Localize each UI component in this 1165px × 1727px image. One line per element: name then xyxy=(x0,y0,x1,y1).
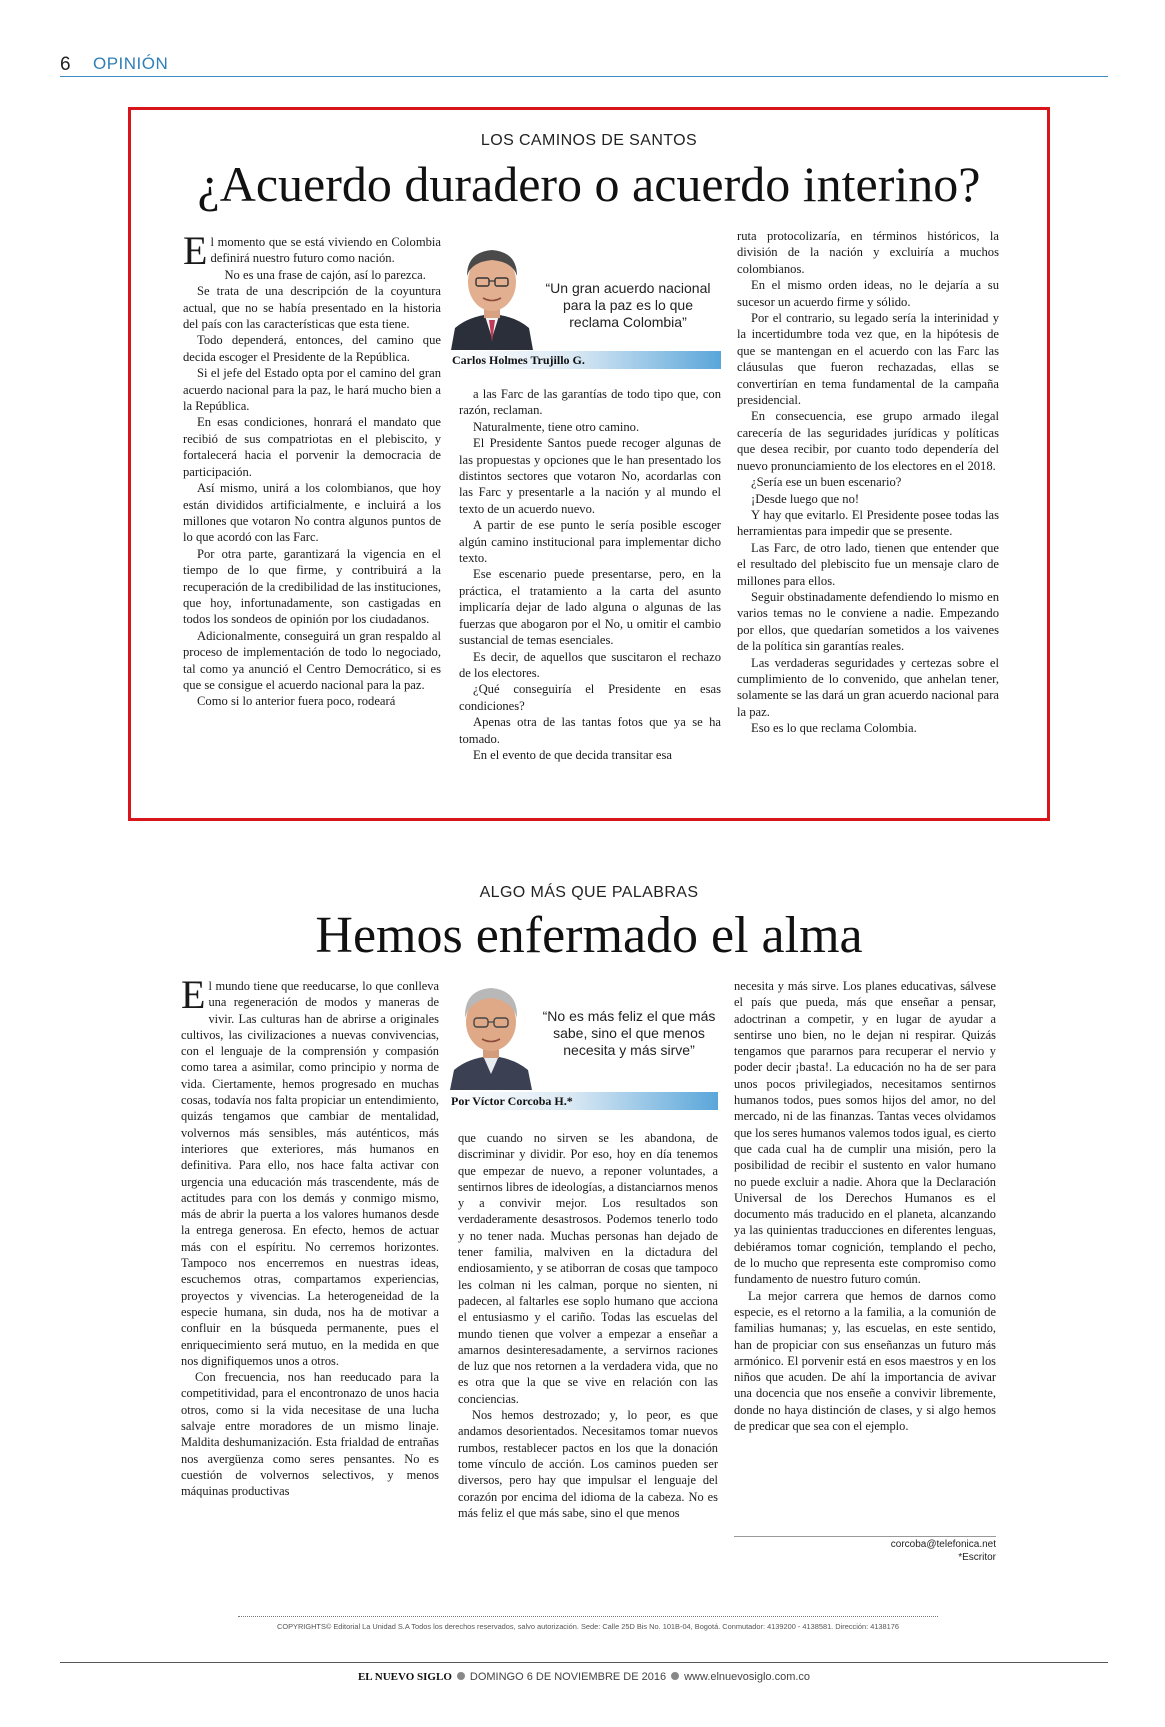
bullet-icon xyxy=(457,1672,465,1680)
article-column-3: necesita y más sirve. Los planes educativas, sálvese el país que pueda, más que enseñar a pensar, adoctrinan a competir, y en lugar de ayudar a sentirse uno bien, no le dejan ni respirar. Quizás tengamos que pararnos para recuperar el nervio y poder decir ¡basta!. La educación no ha de ser para unos pocos privilegiados, necesitamos sentirnos humanos todos, pues somos hijos del amor, no del mercado, ni de las finanzas. Tantas veces olvidamos que los seres humanos valemos todos igual, es cierto que cada cual ha de cumplir una misión, pero la posibilidad de recibir el sustento en valor humano no puede excluir a nadie. Ahora que la Declaración Universal de los Derechos Humanos es el documento más traducido en el planeta, alcanzando ya las quinientas traducciones en diferentes lenguas, debiéramos tomar cognición, templando el pecho, de lo mucho que representa este compromiso como fundamento de nuestro futuro común. La mejor carrera que hemos de darnos como especie, es el retorno a la familia, a la comunión de familias humanas; y, las escuelas, en este sentido, han de propiciar con sus enseñanzas un futuro más armónico. El porvenir está en esos maestros y en los niños que acuden. De ahí la importancia de avivar una docencia que nos enseñe a convivir libremente, donde no haya distinción de clases, y si algo hemos de predicar que sea con el ejemplo. xyxy=(734,979,996,1434)
article-headline: Hemos enfermado el alma xyxy=(315,907,863,964)
article-column-2: que cuando no sirven se les abandona, de discriminar y dividir. Por eso, hoy en día tenemos que empezar de nuevo, a reponer voluntades, a sentirnos libres de ideologías, a distanciarnos menos y a convivir mejor. Los resultados son verdaderamente desastrosos. Podemos tenerlo todo y no tener nada. Muchas personas han dejado de tener familia, malviven en la dictadura del endiosamiento, y se atiborran de cosas que tampoco les colman ni les calman, porque no sienten, ni padecen, al faltarles ese soplo humano que acciona el entusiasmo y el cariño. Todas las escuelas del mundo tienen que volver a empezar a enseñar a amarnos desinteresadamente, a servirnos raciones de luz que nos retornen a la verdadera vida, que no es otra que la que se vive en relación con las conciencias. Nos hemos destrozado; y, lo peor, es que andamos desorientados. Necesitamos tomar nuevos rumbos, restablecer pactos en los que la donación tome vínculo de acción. Los caminos pueden ser diversos, pero hay que impulsar el lenguaje del corazón por encima del idioma de la cabeza. No es más feliz el que más sabe, sino el que menos xyxy=(458,1131,718,1520)
bullet-icon xyxy=(671,1672,679,1680)
author-box xyxy=(448,978,718,1108)
article-kicker: ALGO MÁS QUE PALABRAS xyxy=(479,884,699,901)
article-column-2: a las Farc de las garantías de todo tipo que, con razón, reclaman. Naturalmente, tiene otro camino. El Presidente Santos puede recoger algunas de las propuestas y opciones que le han presentado los distintos sectores que votaron No, acordarlas con las Farc y presentarle a la nación y al mundo el texto de un acuerdo nuevo. A partir de ese punto le sería posible escoger algún camino institucional para implementar dicho texto. Ese escenario puede presentarse, pero, en la práctica, el tratamiento a la carta del asunto implicaría dejar de lado alguna o algunas de las fuerzas que abogaron por el No, u omitir el cambio sustancial de temas esenciales. Es decir, de aquellos que suscitaron el rechazo de los electores. ¿Qué conseguiría el Presidente en esas condiciones? Apenas otra de las tantas fotos que ya se ha tomado. En el evento de que decida transitar esa xyxy=(459,387,721,762)
page-footer xyxy=(60,1662,1108,1691)
article-column-1: El momento que se está viviendo en Colombia definirá nuestro futuro como nación. No es una frase de cajón, así lo parezca. Se trata de una descripción de la coyuntura actual, que no se había presentado en la historia del país con las características que esta tiene. Todo dependerá, entonces, del camino que decida escoger el Presidente de la República. Si el jefe del Estado opta por el camino del gran acuerdo nacional para la paz, le hará mucho bien a la República. En esas condiciones, honrará el mandato que recibió de sus compatriotas en el plebiscito, y fortalecerá hacia el porvenir la democracia de participación. Así mismo, unirá a los colombianos, que hoy están divididos artificialmente, e incluirá a los millones que votaron No contra algunos puntos de lo que acordó con las Farc. Por otra parte, garantizará la vigencia en el tiempo de lo que firme, y contribuirá a la recuperación de la credibilidad de las instituciones, que hoy, infortunadamente, son castigadas en todos los sondeos de opinión por los ciudadanos. Adicionalmente, conseguirá un gran respaldo al proceso de implementación de todo lo negociado, tal como ya anunció el Centro Democrático, si es que se consigue el acuerdo nacional para la paz. Como si lo anterior fuera poco, rodeará xyxy=(183,228,441,709)
article-acuerdo xyxy=(128,107,1050,821)
author-box xyxy=(449,238,721,370)
drop-cap: E xyxy=(183,228,208,273)
article-alma xyxy=(128,870,1050,1570)
drop-cap: E xyxy=(181,972,206,1017)
author-byline: Por Víctor Corcoba H.* xyxy=(448,1092,718,1110)
article-headline: ¿Acuerdo duradero o acuerdo interino? xyxy=(197,156,981,212)
page-header xyxy=(60,52,1108,77)
article-column-3: ruta protocolizaría, en términos históricos, la división de la nación y excluiría a muchos colombianos. En el mismo orden ideas, no le dejaría a su sucesor un acuerdo firme y sólido. Por el contrario, su legado sería la interinidad y la incertidumbre toda vez que, en la hipótesis de que se mantengan en el acuerdo con las Farc las cláusulas que fueron rechazadas, ellas se convertirían en tema fundamental de la campaña presidencial. En consecuencia, ese grupo armado ilegal carecería de las seguridades jurídicas y políticas que desea recibir, por cuanto todo dependería del nuevo pronunciamiento de los electores en el 2018. ¿Sería ese un buen escenario? ¡Desde luego que no! Y hay que evitarlo. El Presidente posee todas las herramientas para impedir que se presente. Las Farc, de otro lado, tienen que entender que el resultado del plebiscito fue un mensaje claro de millones para ellos. Seguir obstinadamente defendiendo lo mismo en varios temas no le conviene a nadie. Empezando por ellos, que quedarían sometidos a los vaivenes de la política sin garantías reales. Las verdaderas seguridades y certezas sobre el cumplimiento de lo convenido, que anhelan tener, solamente se las dará un gran acuerdo nacional para la paz. Eso es lo que reclama Colombia. xyxy=(737,229,999,736)
newspaper-logo: EL NUEVO SIGLO xyxy=(357,1671,452,1683)
author-email: corcoba@telefonica.net xyxy=(734,1536,996,1550)
author-photo xyxy=(448,978,534,1090)
pull-quote: “Un gran acuerdo nacional para la paz es lo que reclama Colombia” xyxy=(545,280,711,330)
copyright-notice: COPYRIGHTS© Editorial La Unidad S.A Todos los derechos reservados, salvo autorización. Sede: Calle 25D Bis No. 101B-04, Bogotá. Conmutador: 4139200 - 4138581. Dirección: 4138176 xyxy=(238,1616,938,1631)
article-column-1: El mundo tiene que reeducarse, lo que conlleva una regeneración de modos y maneras de vivir. Las culturas han de abrirse a originales cultivos, las civilizaciones a nuevas convivencias, con el lenguaje de la comprensión y compasión como tarea a asimilar, como principio y norma de vida. Ciertamente, hemos progresado en muchas cosas, todavía nos falta propiciar un entendimiento, quizás tengamos que cambiar de mentalidad, volvernos más sensibles, más auténticos, más interiores que exteriores, más humanos en definitiva. Para ello, nos hace falta activar con urgencia una educación más trascendente, más de actitudes para con los demás y conmigo mismo, más de abrir la puerta a los valores humanos desde la entrega generosa. En efecto, hemos de actuar más con el espíritu. No cerremos horizontes. Tampoco nos encerremos en nuestras ideas, escuchemos otras, compartamos experiencias, proyectos y vivencias. La heterogeneidad de la especie humana, sin duda, nos ha de motivar a confluir en la búsqueda permanente, pues el enriquecimiento será mutuo, en la medida en que nos dignifiquemos unos a otros. Con frecuencia, nos han reeducado para la competitividad, para el encontronazo de unos hacia otros, como si la vida necesitase de una lucha salvaje entre moradores de un mismo linaje. Maldita deshumanización. Esta frialdad de entrañas nos avergüenza como seres pensantes. No es cuestión de volvernos selectivos, y menos máquinas productivas xyxy=(181,972,439,1499)
article-kicker: LOS CAMINOS DE SANTOS xyxy=(480,132,698,149)
pull-quote: “No es más feliz el que más sabe, sino el que menos necesita y más sirve” xyxy=(542,1008,716,1058)
section-label: OPINIÓN xyxy=(93,54,169,73)
publication-date: DOMINGO 6 DE NOVIEMBRE DE 2016 xyxy=(469,1671,667,1683)
author-byline: Carlos Holmes Trujillo G. xyxy=(449,351,721,369)
author-photo xyxy=(449,238,535,350)
author-role: *Escritor xyxy=(958,1552,996,1563)
page-number: 6 xyxy=(60,54,71,75)
website-url[interactable]: www.elnuevosiglo.com.co xyxy=(684,1671,811,1683)
